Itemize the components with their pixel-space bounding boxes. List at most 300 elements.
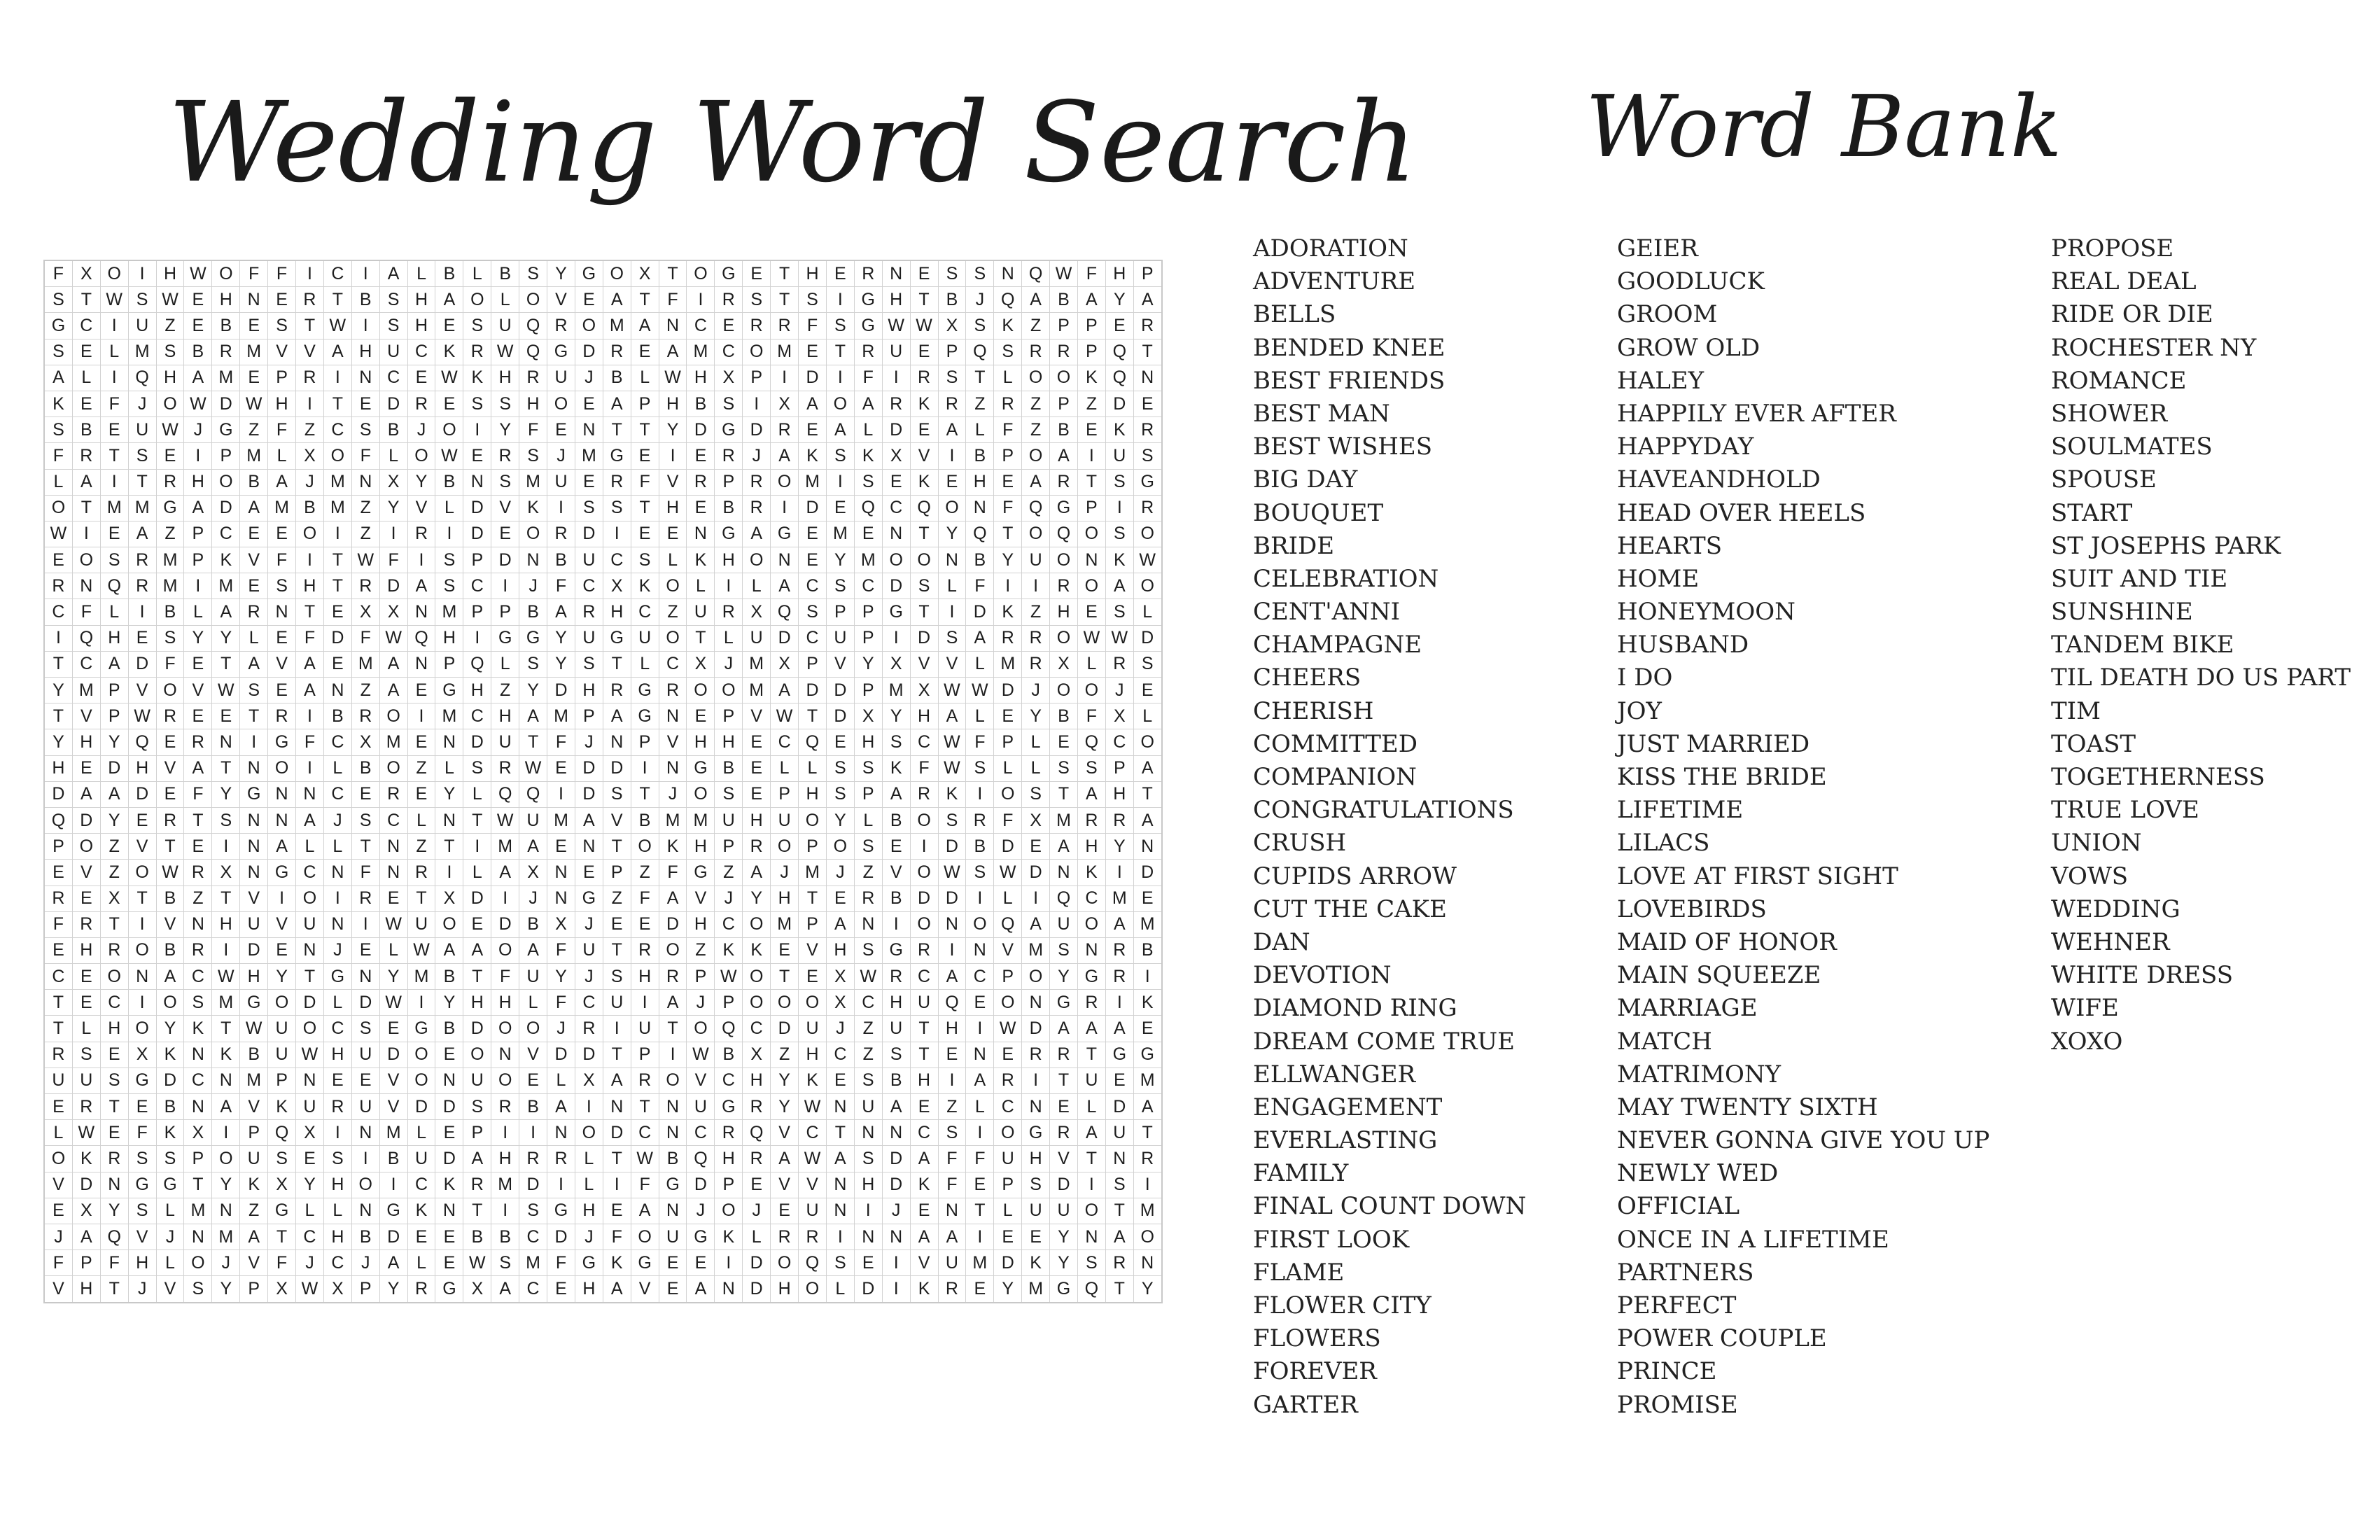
grid-cell: X <box>72 1198 100 1224</box>
grid-cell: T <box>240 704 268 729</box>
grid-cell: K <box>910 1276 938 1303</box>
grid-cell: I <box>184 443 212 469</box>
grid-cell: I <box>72 521 100 547</box>
grid-cell: M <box>156 573 184 599</box>
grid-cell: I <box>100 469 128 495</box>
grid-cell: P <box>994 729 1022 755</box>
grid-cell: U <box>799 1016 827 1042</box>
grid-cell: I <box>966 1016 994 1042</box>
grid-cell: R <box>156 469 184 495</box>
grid-cell: S <box>128 287 156 313</box>
grid-cell: F <box>966 573 994 599</box>
grid-cell: B <box>519 911 547 937</box>
grid-cell: I <box>1105 860 1133 886</box>
grid-cell: X <box>100 886 128 911</box>
grid-cell: U <box>268 1042 296 1068</box>
grid-cell: S <box>184 990 212 1016</box>
grid-cell: N <box>351 1198 379 1224</box>
grid-cell: N <box>1133 1250 1161 1276</box>
grid-cell: M <box>212 990 240 1016</box>
grid-cell: A <box>938 417 966 443</box>
grid-cell: W <box>771 704 799 729</box>
grid-cell: Y <box>994 547 1022 573</box>
grid-cell: R <box>575 1016 603 1042</box>
grid-cell: S <box>966 755 994 781</box>
grid-cell: R <box>854 886 882 911</box>
grid-cell: T <box>631 417 659 443</box>
grid-cell: P <box>1077 339 1105 365</box>
grid-cell: A <box>659 990 687 1016</box>
grid-cell: C <box>910 964 938 990</box>
grid-cell: G <box>435 1276 463 1303</box>
grid-cell: E <box>966 1172 994 1198</box>
grid-cell: X <box>268 1172 296 1198</box>
grid-cell: F <box>994 807 1022 833</box>
grid-cell: D <box>379 391 407 416</box>
grid-cell: L <box>519 990 547 1016</box>
grid-cell: C <box>687 1120 715 1146</box>
grid-cell: O <box>407 443 435 469</box>
grid-cell: E <box>100 1042 128 1068</box>
grid-cell: D <box>491 547 519 573</box>
grid-cell: L <box>994 755 1022 781</box>
grid-cell: N <box>379 834 407 860</box>
word-bank-item: MATCH <box>1617 1027 1712 1056</box>
grid-cell: C <box>966 964 994 990</box>
grid-cell: S <box>463 313 491 339</box>
grid-cell: M <box>268 495 296 521</box>
word-bank-item: CUPIDS ARROW <box>1253 862 1457 890</box>
grid-cell: T <box>323 287 351 313</box>
grid-cell: Q <box>463 651 491 677</box>
grid-cell: P <box>771 781 799 807</box>
grid-cell: I <box>212 937 240 963</box>
grid-cell: I <box>100 313 128 339</box>
grid-cell: M <box>575 443 603 469</box>
grid-cell: N <box>268 807 296 833</box>
grid-cell: N <box>826 1198 854 1224</box>
word-bank-item: TIM <box>2051 696 2101 725</box>
grid-cell: S <box>156 339 184 365</box>
grid-cell: K <box>407 1198 435 1224</box>
grid-cell: H <box>910 704 938 729</box>
grid-cell: R <box>715 599 743 625</box>
grid-cell: V <box>910 443 938 469</box>
grid-cell: S <box>379 313 407 339</box>
grid-cell: K <box>240 1172 268 1198</box>
grid-cell: L <box>659 547 687 573</box>
grid-cell: Q <box>44 807 72 833</box>
word-bank-item: TOAST <box>2051 729 2136 758</box>
grid-cell: A <box>72 781 100 807</box>
grid-cell: A <box>184 365 212 391</box>
grid-cell: L <box>826 1276 854 1303</box>
grid-cell: O <box>379 704 407 729</box>
grid-cell: C <box>799 625 827 651</box>
grid-cell: E <box>799 521 827 547</box>
grid-cell: O <box>687 260 715 287</box>
grid-cell: A <box>603 287 631 313</box>
grid-cell: H <box>463 678 491 704</box>
grid-cell: S <box>379 287 407 313</box>
grid-cell: R <box>882 391 910 416</box>
grid-cell: J <box>1105 678 1133 704</box>
grid-cell: D <box>296 990 324 1016</box>
word-bank-item: PERFECT <box>1617 1292 1737 1320</box>
grid-cell: V <box>184 678 212 704</box>
grid-cell: P <box>826 599 854 625</box>
grid-cell: J <box>715 886 743 911</box>
grid-cell: R <box>156 704 184 729</box>
grid-cell: O <box>128 937 156 963</box>
grid-cell: R <box>743 469 771 495</box>
grid-cell: S <box>351 1016 379 1042</box>
grid-cell: D <box>994 1250 1022 1276</box>
grid-cell: T <box>603 834 631 860</box>
grid-cell: P <box>687 964 715 990</box>
grid-cell: W <box>938 729 966 755</box>
grid-cell: B <box>1050 287 1078 313</box>
grid-cell: O <box>547 391 575 416</box>
grid-cell: O <box>212 469 240 495</box>
grid-cell: C <box>184 1068 212 1093</box>
grid-cell: T <box>603 417 631 443</box>
grid-cell: S <box>938 365 966 391</box>
grid-cell: P <box>631 729 659 755</box>
grid-cell: P <box>463 547 491 573</box>
grid-row <box>44 625 1162 651</box>
grid-cell: R <box>128 547 156 573</box>
word-bank-item: WIFE <box>2051 994 2119 1023</box>
grid-cell: V <box>687 1068 715 1093</box>
grid-cell: T <box>44 1016 72 1042</box>
grid-cell: A <box>435 937 463 963</box>
grid-cell: S <box>854 1068 882 1093</box>
word-bank-item: ADORATION <box>1253 234 1408 262</box>
grid-cell: N <box>659 755 687 781</box>
grid-cell: E <box>379 1016 407 1042</box>
grid-cell: X <box>826 964 854 990</box>
grid-cell: D <box>463 886 491 911</box>
grid-cell: I <box>715 573 743 599</box>
grid-cell: M <box>72 678 100 704</box>
grid-cell: P <box>854 599 882 625</box>
grid-cell: D <box>938 834 966 860</box>
grid-cell: V <box>994 937 1022 963</box>
grid-cell: A <box>1077 1016 1105 1042</box>
grid-cell: R <box>854 339 882 365</box>
grid-row <box>44 547 1162 573</box>
grid-cell: L <box>1133 704 1161 729</box>
grid-cell: M <box>603 313 631 339</box>
word-bank-item: SUIT AND TIE <box>2051 564 2228 593</box>
grid-cell: O <box>296 886 324 911</box>
grid-cell: N <box>826 1094 854 1120</box>
grid-cell: X <box>910 678 938 704</box>
grid-cell: I <box>296 260 324 287</box>
grid-cell: H <box>1022 1146 1050 1172</box>
grid-cell: J <box>407 417 435 443</box>
grid-cell: V <box>128 678 156 704</box>
word-bank-item: MAY TWENTY SIXTH <box>1617 1093 1878 1121</box>
grid-cell: R <box>184 937 212 963</box>
grid-cell: S <box>1105 521 1133 547</box>
grid-cell: W <box>1077 625 1105 651</box>
grid-cell: V <box>240 886 268 911</box>
grid-cell: E <box>631 443 659 469</box>
grid-cell: L <box>463 781 491 807</box>
grid-cell: K <box>687 547 715 573</box>
grid-cell: O <box>1077 573 1105 599</box>
grid-cell: A <box>463 937 491 963</box>
grid-cell: L <box>407 1120 435 1146</box>
grid-cell: R <box>771 1224 799 1250</box>
grid-cell: N <box>296 1068 324 1093</box>
grid-cell: Z <box>1022 391 1050 416</box>
grid-cell: E <box>435 313 463 339</box>
grid-cell: H <box>72 937 100 963</box>
word-bank-item: FLAME <box>1253 1258 1345 1287</box>
grid-cell: P <box>351 1276 379 1303</box>
grid-cell: A <box>854 391 882 416</box>
grid-cell: D <box>72 807 100 833</box>
grid-cell: A <box>771 443 799 469</box>
grid-cell: S <box>351 417 379 443</box>
grid-cell: X <box>771 651 799 677</box>
grid-cell: V <box>268 911 296 937</box>
grid-cell: Q <box>128 365 156 391</box>
grid-cell: I <box>854 1198 882 1224</box>
grid-cell: Y <box>1050 1250 1078 1276</box>
grid-cell: K <box>631 573 659 599</box>
grid-cell: O <box>938 495 966 521</box>
grid-cell: U <box>715 807 743 833</box>
grid-cell: R <box>547 521 575 547</box>
grid-cell: C <box>407 339 435 365</box>
grid-cell: O <box>296 521 324 547</box>
grid-cell: T <box>1105 1276 1133 1303</box>
grid-cell: K <box>910 469 938 495</box>
grid-cell: O <box>826 834 854 860</box>
grid-cell: E <box>184 313 212 339</box>
grid-cell: Y <box>379 495 407 521</box>
grid-cell: V <box>268 339 296 365</box>
grid-cell: I <box>882 625 910 651</box>
grid-cell: T <box>771 287 799 313</box>
grid-cell: L <box>156 1198 184 1224</box>
grid-cell: L <box>323 834 351 860</box>
grid-cell: U <box>1105 443 1133 469</box>
grid-cell: F <box>631 886 659 911</box>
grid-cell: F <box>268 547 296 573</box>
grid-cell: V <box>44 1276 72 1303</box>
grid-cell: I <box>240 729 268 755</box>
word-bank-item: BEST FRIENDS <box>1253 366 1446 395</box>
grid-cell: D <box>799 365 827 391</box>
grid-cell: Y <box>1050 1224 1078 1250</box>
grid-cell: V <box>547 287 575 313</box>
grid-cell: B <box>715 495 743 521</box>
grid-cell: C <box>575 990 603 1016</box>
grid-cell: L <box>547 1068 575 1093</box>
grid-cell: E <box>799 417 827 443</box>
grid-cell: Q <box>994 911 1022 937</box>
grid-cell: E <box>323 599 351 625</box>
grid-cell: N <box>882 1120 910 1146</box>
grid-cell: Y <box>547 625 575 651</box>
grid-cell: C <box>799 1120 827 1146</box>
grid-cell: T <box>296 313 324 339</box>
grid-cell: L <box>575 1172 603 1198</box>
grid-cell: Q <box>1022 495 1050 521</box>
grid-cell: F <box>910 755 938 781</box>
grid-cell: G <box>771 521 799 547</box>
grid-row <box>44 1172 1162 1198</box>
word-bank-item: CHAMPAGNE <box>1253 631 1422 659</box>
grid-cell: M <box>1133 911 1161 937</box>
grid-cell: F <box>799 313 827 339</box>
grid-cell: Z <box>966 391 994 416</box>
grid-cell: W <box>100 287 128 313</box>
grid-row <box>44 313 1162 339</box>
grid-cell: I <box>1077 1172 1105 1198</box>
grid-cell: O <box>1050 625 1078 651</box>
grid-cell: F <box>994 417 1022 443</box>
grid-cell: H <box>156 365 184 391</box>
grid-cell: K <box>519 495 547 521</box>
grid-cell: G <box>687 860 715 886</box>
grid-cell: O <box>743 547 771 573</box>
grid-cell: L <box>799 755 827 781</box>
grid-cell: D <box>938 886 966 911</box>
grid-cell: V <box>603 807 631 833</box>
grid-cell: M <box>882 678 910 704</box>
grid-cell: I <box>296 755 324 781</box>
word-bank-item: LIFETIME <box>1617 796 1744 825</box>
grid-cell: H <box>491 990 519 1016</box>
grid-cell: O <box>687 781 715 807</box>
grid-cell: E <box>743 729 771 755</box>
grid-cell: F <box>1077 704 1105 729</box>
word-bank-item: FAMILY <box>1253 1159 1349 1188</box>
grid-cell: U <box>547 469 575 495</box>
grid-cell: R <box>994 1068 1022 1093</box>
grid-cell: G <box>268 1198 296 1224</box>
grid-cell: T <box>72 287 100 313</box>
grid-cell: T <box>1050 781 1078 807</box>
grid-cell: H <box>854 729 882 755</box>
grid-cell: I <box>910 834 938 860</box>
grid-cell: S <box>491 1250 519 1276</box>
grid-cell: P <box>603 860 631 886</box>
grid-cell: N <box>240 807 268 833</box>
grid-cell: E <box>994 704 1022 729</box>
grid-cell: P <box>743 365 771 391</box>
grid-cell: Q <box>910 495 938 521</box>
grid-cell: D <box>100 755 128 781</box>
grid-cell: C <box>687 313 715 339</box>
grid-row <box>44 1120 1162 1146</box>
grid-cell: W <box>938 678 966 704</box>
grid-cell: S <box>184 1276 212 1303</box>
grid-cell: L <box>575 1146 603 1172</box>
grid-cell: J <box>128 391 156 416</box>
grid-cell: R <box>1050 1120 1078 1146</box>
grid-cell: J <box>296 1250 324 1276</box>
grid-cell: Z <box>938 1094 966 1120</box>
grid-cell: B <box>966 547 994 573</box>
grid-cell: E <box>128 1094 156 1120</box>
grid-cell: A <box>379 651 407 677</box>
grid-cell: I <box>659 443 687 469</box>
grid-cell: L <box>631 365 659 391</box>
grid-cell: H <box>100 1016 128 1042</box>
grid-cell: A <box>771 573 799 599</box>
grid-cell: G <box>854 313 882 339</box>
grid-cell: E <box>296 1146 324 1172</box>
grid-cell: W <box>240 391 268 416</box>
grid-cell: K <box>1022 1250 1050 1276</box>
grid-row <box>44 964 1162 990</box>
grid-cell: D <box>575 781 603 807</box>
grid-cell: F <box>44 911 72 937</box>
grid-cell: B <box>323 704 351 729</box>
grid-cell: I <box>938 1068 966 1093</box>
grid-cell: J <box>212 1250 240 1276</box>
grid-cell: V <box>128 1224 156 1250</box>
grid-cell: R <box>1050 573 1078 599</box>
grid-cell: L <box>854 417 882 443</box>
grid-cell: I <box>463 625 491 651</box>
grid-cell: S <box>463 1094 491 1120</box>
word-bank-item: FINAL COUNT DOWN <box>1253 1192 1527 1221</box>
grid-cell: O <box>156 391 184 416</box>
grid-cell: A <box>463 1146 491 1172</box>
grid-cell: I <box>128 260 156 287</box>
grid-cell: E <box>659 521 687 547</box>
grid-cell: C <box>323 1016 351 1042</box>
grid-cell: W <box>296 1276 324 1303</box>
grid-cell: I <box>351 313 379 339</box>
grid-cell: E <box>603 911 631 937</box>
grid-cell: X <box>1022 807 1050 833</box>
grid-cell: V <box>826 651 854 677</box>
grid-cell: P <box>715 990 743 1016</box>
grid-cell: G <box>323 964 351 990</box>
grid-cell: M <box>379 729 407 755</box>
grid-cell: T <box>687 625 715 651</box>
grid-cell: I <box>351 911 379 937</box>
grid-cell: E <box>966 990 994 1016</box>
grid-cell: I <box>715 1250 743 1276</box>
grid-cell: R <box>910 365 938 391</box>
grid-cell: P <box>184 547 212 573</box>
grid-cell: D <box>72 1172 100 1198</box>
grid-cell: L <box>72 365 100 391</box>
grid-cell: G <box>547 339 575 365</box>
grid-cell: Y <box>296 1172 324 1198</box>
grid-cell: E <box>631 521 659 547</box>
grid-cell: I <box>938 443 966 469</box>
grid-cell: O <box>1077 678 1105 704</box>
grid-cell: Q <box>1077 729 1105 755</box>
grid-cell: C <box>575 573 603 599</box>
grid-cell: Q <box>771 599 799 625</box>
grid-cell: W <box>435 443 463 469</box>
grid-cell: R <box>687 469 715 495</box>
grid-cell: D <box>463 1016 491 1042</box>
grid-cell: C <box>184 964 212 990</box>
